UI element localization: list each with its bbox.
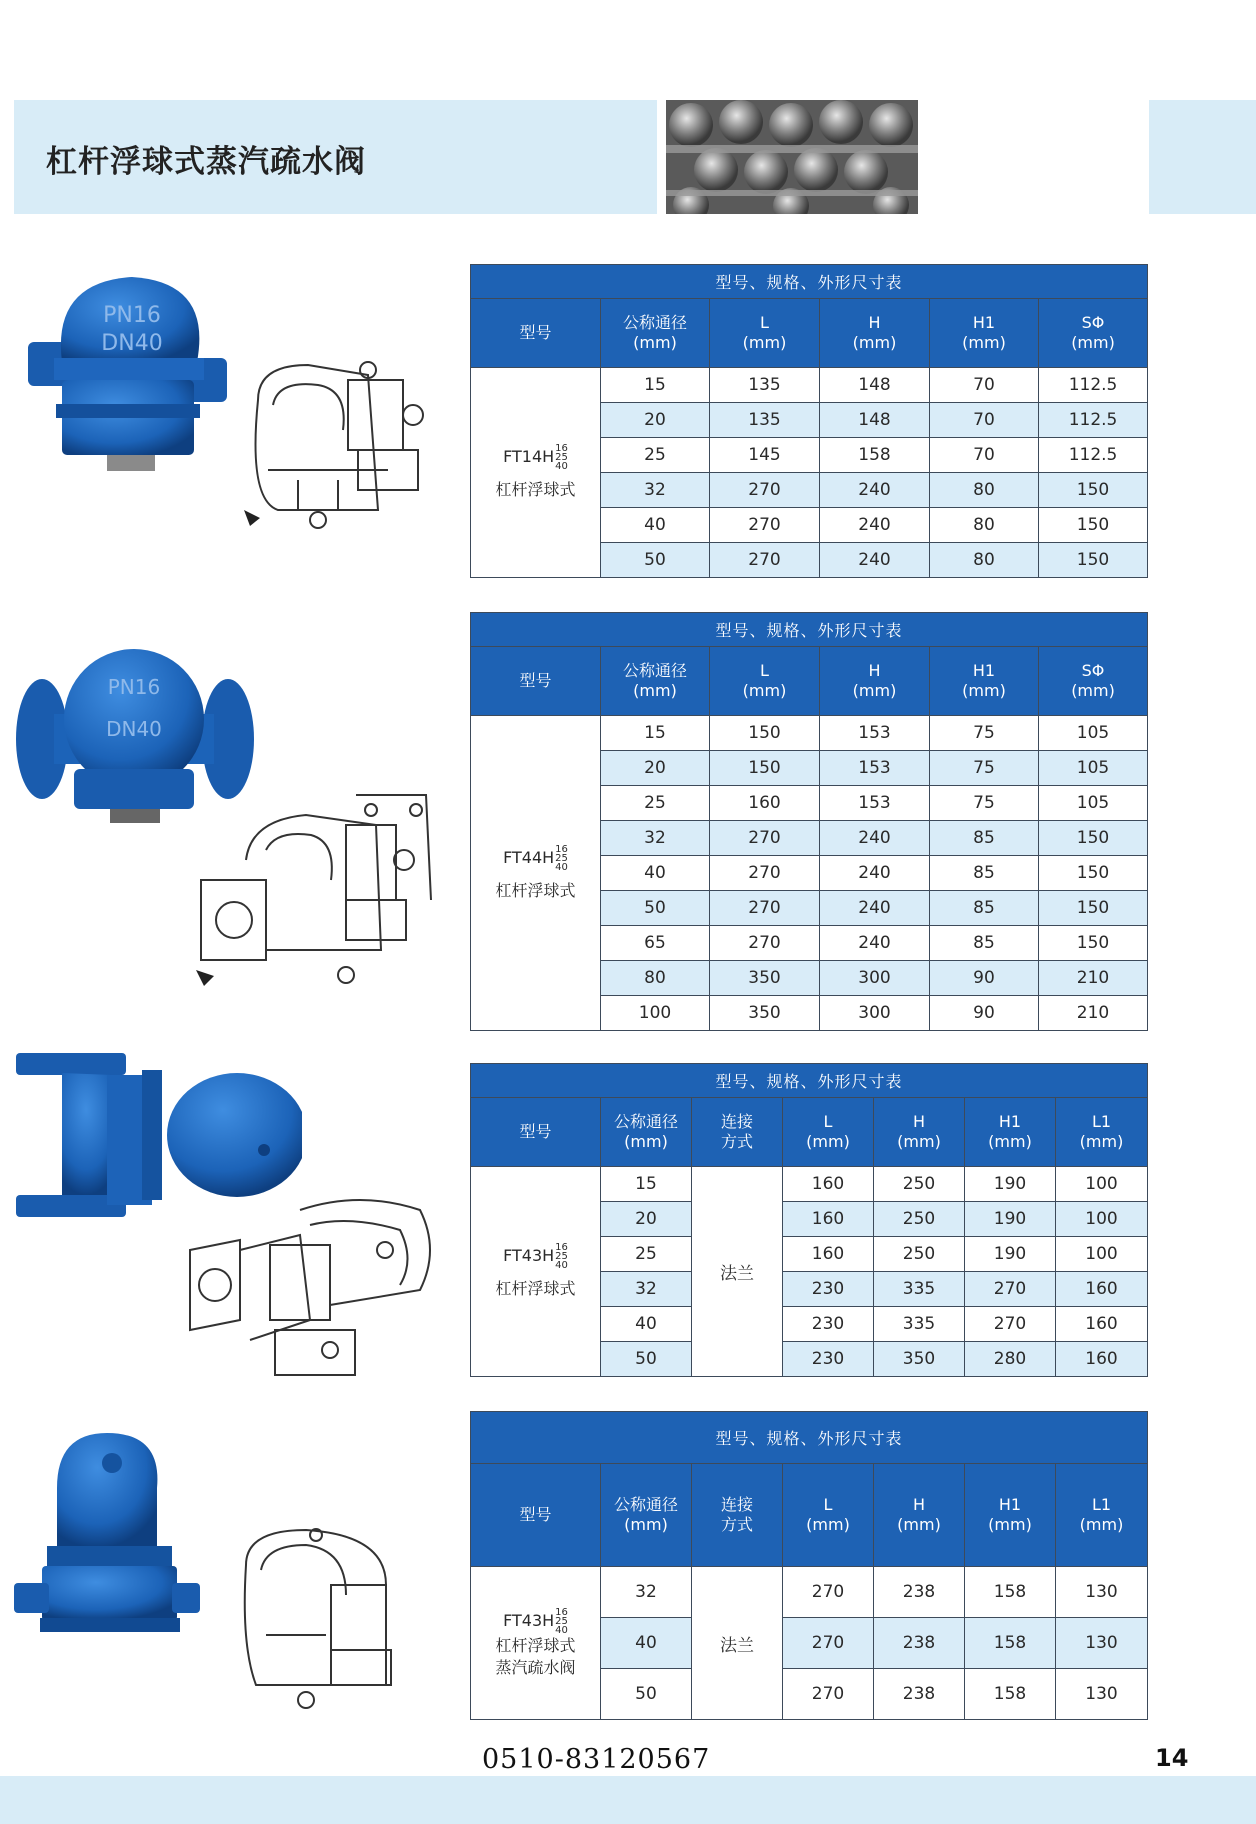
table-cell: 105 (1039, 716, 1148, 751)
valve2-label-pn: PN16 (107, 675, 161, 699)
table-cell: 153 (820, 751, 930, 786)
col-header-h (820, 299, 930, 368)
table-cell: 135 (710, 368, 820, 403)
table-cell: 158 (820, 438, 930, 473)
table-cell: 250 (874, 1167, 965, 1202)
table-cell: 15 (601, 716, 710, 751)
table-caption: 型号、规格、外形尺寸表 (471, 265, 1148, 299)
text-label: L (823, 1495, 833, 1514)
table-cell: 150 (710, 716, 820, 751)
header-product-photo (666, 100, 918, 214)
table-cell: 270 (783, 1618, 874, 1669)
table-cell: 270 (710, 891, 820, 926)
col-header-h1 (965, 1464, 1056, 1567)
table-cell: 40 (601, 508, 710, 543)
table-cell: 300 (820, 996, 930, 1031)
text-label: 40 (555, 1624, 568, 1636)
table-cell: 270 (965, 1307, 1056, 1342)
text-label: (mm) (988, 1132, 1032, 1151)
table-cell: 70 (930, 438, 1039, 473)
table-cell: 190 (965, 1167, 1056, 1202)
text-label: 25 (555, 852, 568, 864)
table-cell: 210 (1039, 996, 1148, 1031)
table-cell: 240 (820, 856, 930, 891)
text-label: 16 (555, 843, 568, 855)
model-cell (471, 716, 601, 1031)
table-cell: 270 (783, 1567, 874, 1618)
table-cell: 150 (710, 751, 820, 786)
table-cell: 160 (783, 1167, 874, 1202)
spec-table-ft14h (470, 264, 1148, 578)
text-label: 公称通径 (613, 1495, 678, 1514)
col-header-model (471, 299, 601, 368)
table-cell: 112.5 (1039, 438, 1148, 473)
table-cell: 15 (601, 1167, 692, 1202)
phone-number: 0510-83120567 (482, 1744, 711, 1775)
text-label: 连接 (720, 1495, 753, 1514)
table-cell: 270 (710, 926, 820, 961)
text-label: (mm) (852, 681, 897, 700)
table-cell: 335 (874, 1272, 965, 1307)
text-label: (mm) (1071, 333, 1115, 352)
table-cell: 270 (710, 856, 820, 891)
table-cell: 300 (820, 961, 930, 996)
col-header-h (820, 647, 930, 716)
table-cell: 135 (710, 403, 820, 438)
table-cell: 25 (601, 438, 710, 473)
table-cell: 80 (601, 961, 710, 996)
valve2-label-dn: DN40 (106, 717, 162, 741)
table-cell: 150 (1039, 508, 1148, 543)
text-label: (mm) (897, 1132, 941, 1151)
table-cell: 150 (1039, 856, 1148, 891)
table-cell: 350 (710, 961, 820, 996)
table-cell: 75 (930, 716, 1039, 751)
text-label: H1 (998, 1495, 1022, 1514)
text-label: 杠杆浮球式 (495, 1279, 576, 1298)
text-label: (mm) (806, 1132, 850, 1151)
table-cell: 80 (930, 473, 1039, 508)
text-label: 16 (555, 1606, 568, 1618)
col-header-l (783, 1464, 874, 1567)
table-cell: 85 (930, 856, 1039, 891)
valve-cutaway-drawing-ft14h (238, 360, 438, 540)
table-row (471, 1567, 1148, 1618)
table-cell: 32 (601, 1567, 692, 1618)
table-cell: 148 (820, 403, 930, 438)
col-header-l1 (1056, 1098, 1148, 1167)
col-header-s (1039, 647, 1148, 716)
col-header-model (471, 1464, 601, 1567)
table-row (471, 716, 1148, 751)
table-cell: 65 (601, 926, 710, 961)
table-cell: 350 (710, 996, 820, 1031)
text-label: 25 (555, 452, 568, 463)
text-label: L (823, 1112, 833, 1131)
table-cell: 85 (930, 926, 1039, 961)
text-label: H1 (972, 661, 996, 680)
connection-cell: 法兰 (692, 1567, 783, 1720)
table-cell: 240 (820, 926, 930, 961)
text-label: FT43H (503, 1610, 555, 1630)
table-cell: 190 (965, 1237, 1056, 1272)
text-label: (mm) (897, 1515, 941, 1534)
text-label: 蒸汽疏水阀 (495, 1657, 576, 1677)
table-cell: 280 (965, 1342, 1056, 1377)
text-label: 40 (555, 1260, 568, 1271)
table-cell: 50 (601, 891, 710, 926)
spec-table-ft43h-steam (470, 1411, 1148, 1720)
table-caption: 型号、规格、外形尺寸表 (471, 1412, 1148, 1464)
text-label: 方式 (720, 1132, 753, 1151)
table-cell: 240 (820, 543, 930, 578)
table-cell: 160 (710, 786, 820, 821)
table-cell: 190 (965, 1202, 1056, 1237)
table-cell: 32 (601, 1272, 692, 1307)
table-cell: 80 (930, 543, 1039, 578)
table-cell: 230 (783, 1307, 874, 1342)
valve-cutaway-drawing-ft43h-steam (236, 1525, 406, 1715)
text-label: (mm) (624, 1515, 668, 1534)
col-header-connection (692, 1464, 783, 1567)
table-cell: 105 (1039, 751, 1148, 786)
text-label: (mm) (962, 681, 1006, 700)
table-cell: 240 (820, 473, 930, 508)
col-header-h (874, 1098, 965, 1167)
text-label: (mm) (806, 1515, 850, 1534)
text-label: (mm) (1071, 681, 1115, 700)
table-cell: 150 (1039, 891, 1148, 926)
text-label: 25 (555, 1251, 568, 1262)
table-cell: 100 (1056, 1167, 1148, 1202)
text-label: 公称通径 (622, 313, 687, 332)
table-cell: 70 (930, 403, 1039, 438)
valve1-label-dn: DN40 (101, 331, 163, 356)
text-label: (mm) (852, 333, 897, 352)
valve-cutaway-drawing-ft44h (196, 790, 436, 990)
table-caption: 型号、规格、外形尺寸表 (471, 1064, 1148, 1098)
table-cell: 20 (601, 751, 710, 786)
table-caption: 型号、规格、外形尺寸表 (471, 613, 1148, 647)
text-label: 杠杆浮球式 (495, 480, 576, 499)
table-cell: 270 (710, 543, 820, 578)
text-label: H1 (972, 313, 996, 332)
page-number: 14 (1155, 1744, 1189, 1772)
table-cell: 153 (820, 786, 930, 821)
text-label: L (760, 661, 769, 680)
table-row (471, 368, 1148, 403)
table-cell: 210 (1039, 961, 1148, 996)
table-cell: 240 (820, 891, 930, 926)
table-cell: 50 (601, 1342, 692, 1377)
col-header-h1 (930, 299, 1039, 368)
text-label: H (912, 1112, 926, 1131)
table-cell: 75 (930, 786, 1039, 821)
table-cell: 230 (783, 1272, 874, 1307)
table-row (471, 1167, 1148, 1202)
table-cell: 25 (601, 1237, 692, 1272)
table-cell: 40 (601, 1307, 692, 1342)
col-header-dn (601, 647, 710, 716)
table-cell: 158 (965, 1618, 1056, 1669)
text-label: (mm) (742, 333, 787, 352)
table-cell: 158 (965, 1567, 1056, 1618)
table-cell: 112.5 (1039, 403, 1148, 438)
text-label: (mm) (633, 681, 677, 700)
text-label: H (868, 313, 881, 332)
table-cell: 238 (874, 1669, 965, 1720)
table-cell: 240 (820, 508, 930, 543)
table-cell: 150 (1039, 821, 1148, 856)
table-cell: 90 (930, 961, 1039, 996)
table-cell: 238 (874, 1618, 965, 1669)
col-header-l1 (1056, 1464, 1148, 1567)
model-cell (471, 368, 601, 578)
text-label: (mm) (988, 1515, 1032, 1534)
table-cell: 150 (1039, 926, 1148, 961)
table-cell: 335 (874, 1307, 965, 1342)
text-label: 16 (555, 443, 568, 454)
model-cell (471, 1167, 601, 1377)
text-label: 16 (555, 1242, 568, 1253)
col-header-h (874, 1464, 965, 1567)
table-cell: 100 (1056, 1237, 1148, 1272)
table-cell: 270 (783, 1669, 874, 1720)
table-cell: 160 (783, 1237, 874, 1272)
col-header-l (783, 1098, 874, 1167)
col-header-model (471, 647, 601, 716)
col-header-h1 (965, 1098, 1056, 1167)
table-cell: 40 (601, 1618, 692, 1669)
text-label: FT44H (503, 847, 555, 867)
table-cell: 50 (601, 1669, 692, 1720)
col-header-model (471, 1098, 601, 1167)
text-label: 连接 (720, 1112, 753, 1131)
table-cell: 25 (601, 786, 710, 821)
table-cell: 130 (1056, 1669, 1148, 1720)
table-cell: 270 (965, 1272, 1056, 1307)
text-label: H (868, 661, 881, 680)
table-cell: 160 (783, 1202, 874, 1237)
model-cell (471, 1567, 601, 1720)
table-cell: 148 (820, 368, 930, 403)
header-band-right (1149, 100, 1256, 214)
table-cell: 100 (1056, 1202, 1148, 1237)
table-cell: 230 (783, 1342, 874, 1377)
table-cell: 130 (1056, 1567, 1148, 1618)
table-cell: 150 (1039, 473, 1148, 508)
table-cell: 238 (874, 1567, 965, 1618)
table-cell: 270 (710, 821, 820, 856)
text-label: (mm) (1079, 1515, 1124, 1534)
table-cell: 100 (601, 996, 710, 1031)
table-cell: 150 (1039, 543, 1148, 578)
table-cell: 250 (874, 1237, 965, 1272)
col-header-l (710, 299, 820, 368)
table-cell: 20 (601, 1202, 692, 1237)
table-cell: 20 (601, 403, 710, 438)
col-header-dn (601, 299, 710, 368)
valve-cutaway-drawing-ft43h (180, 1190, 440, 1385)
table-cell: 270 (710, 473, 820, 508)
table-cell: 85 (930, 821, 1039, 856)
valve-photo-ft43h-steam (12, 1428, 202, 1648)
table-cell: 160 (1056, 1307, 1148, 1342)
table-cell: 250 (874, 1202, 965, 1237)
col-header-dn (601, 1098, 692, 1167)
text-label: 型号 (519, 323, 552, 342)
table-cell: 75 (930, 751, 1039, 786)
text-label: L1 (1091, 1495, 1112, 1514)
text-label: 25 (555, 1615, 568, 1627)
spec-table-ft44h (470, 612, 1148, 1031)
text-label: SΦ (1081, 313, 1105, 332)
text-label: SΦ (1081, 661, 1105, 680)
table-cell: 85 (930, 891, 1039, 926)
text-label: 方式 (720, 1515, 753, 1534)
table-cell: 90 (930, 996, 1039, 1031)
col-header-connection (692, 1098, 783, 1167)
text-label: 杠杆浮球式 (495, 1635, 576, 1655)
text-label: 公称通径 (613, 1112, 678, 1131)
table-cell: 240 (820, 821, 930, 856)
table-cell: 112.5 (1039, 368, 1148, 403)
table-cell: 70 (930, 368, 1039, 403)
table-cell: 160 (1056, 1272, 1148, 1307)
footer-band (0, 1776, 1256, 1824)
spec-table-ft43h (470, 1063, 1148, 1377)
col-header-h1 (930, 647, 1039, 716)
text-label: (mm) (742, 681, 787, 700)
table-cell: 130 (1056, 1618, 1148, 1669)
col-header-l (710, 647, 820, 716)
text-label: (mm) (1079, 1132, 1124, 1151)
text-label: (mm) (624, 1132, 668, 1151)
table-cell: 158 (965, 1669, 1056, 1720)
valve-photo-ft14h (22, 272, 232, 492)
table-cell: 270 (710, 508, 820, 543)
valve1-label-pn: PN16 (103, 303, 161, 328)
table-cell: 160 (1056, 1342, 1148, 1377)
text-label: 型号 (519, 1505, 552, 1524)
text-label: FT43H (503, 1246, 555, 1265)
text-label: 杠杆浮球式 (495, 880, 576, 900)
text-label: H (912, 1495, 926, 1514)
text-label: (mm) (633, 333, 677, 352)
text-label: FT14H (503, 447, 555, 466)
table-cell: 32 (601, 473, 710, 508)
text-label: 40 (555, 461, 568, 472)
table-cell: 350 (874, 1342, 965, 1377)
col-header-dn (601, 1464, 692, 1567)
text-label: 型号 (519, 1122, 552, 1141)
table-cell: 32 (601, 821, 710, 856)
col-header-s (1039, 299, 1148, 368)
table-cell: 105 (1039, 786, 1148, 821)
text-label: H1 (998, 1112, 1022, 1131)
text-label: (mm) (962, 333, 1006, 352)
table-cell: 50 (601, 543, 710, 578)
text-label: L (760, 313, 769, 332)
table-cell: 145 (710, 438, 820, 473)
text-label: 40 (555, 861, 568, 873)
table-cell: 153 (820, 716, 930, 751)
table-cell: 80 (930, 508, 1039, 543)
text-label: 公称通径 (622, 661, 687, 680)
page-title: 杠杆浮球式蒸汽疏水阀 (46, 144, 366, 180)
text-label: 型号 (519, 671, 552, 690)
table-cell: 15 (601, 368, 710, 403)
text-label: L1 (1091, 1112, 1112, 1131)
connection-cell: 法兰 (692, 1167, 783, 1377)
table-cell: 40 (601, 856, 710, 891)
